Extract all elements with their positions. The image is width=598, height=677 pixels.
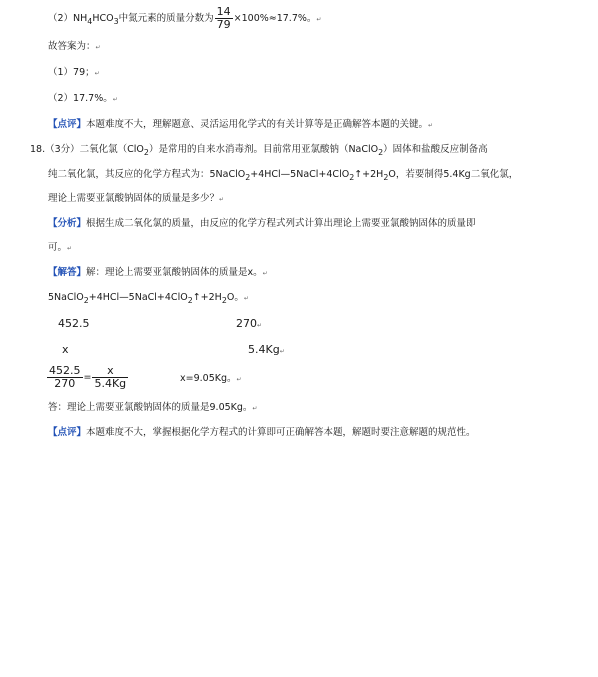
answer-2: （2）17.7%。↵ <box>48 93 118 104</box>
molar-mass-right: 270↵ <box>236 317 263 330</box>
mass-fraction-line: $(2)NH_4HCO_3$中氮元素的质量分数为 $\frac{14}{79}$ ×100%≈17.7%。↵ <box>48 5 322 31</box>
answer-intro: 故答案为：↵ <box>48 41 101 52</box>
chemical-equation: $5NaClO_2+4HCl—5NaCl+4ClO_2↑+2H_2O$。↵ <box>48 292 249 305</box>
result-x: x=9.05Kg。↵ <box>180 373 242 384</box>
comment-1: 【点评】本题难度不大，理解题意、灵活运用化学式的有关计算等是正确解答本题的关键。↵ <box>48 119 434 130</box>
question-18-line1: 18.（3分）二氧化氯（ClO$_2$）是常用的自来水消毒剂。目前常用亚氯酸钠（NaClO$_2$）固体和盐酸反应制备高 <box>30 144 488 157</box>
analysis-line1: 【分析】根据生成二氧化氯的质量，由反应的化学方程式列式计算出理论上需要亚氯酸钠固体的质量即 <box>48 218 476 229</box>
molar-mass-left: 452.5 <box>58 317 90 330</box>
solution-line: 【解答】解：理论上需要亚氯酸钠固体的质量是x。↵ <box>48 267 268 278</box>
fraction-452-270: $\frac{452.5}{270}$ <box>49 364 81 390</box>
comment-2: 【点评】本题难度不大，掌握根据化学方程式的计算即可正确解答本题，解题时要注意解题的规范性。 <box>48 427 476 438</box>
answer-1: （1）79；↵ <box>48 67 100 78</box>
question-18-line3: 理论上需要亚氯酸钠固体的质量是多少？↵ <box>48 193 225 204</box>
given-mass: 5.4Kg↵ <box>248 343 285 356</box>
fraction-14-79: $\frac{14}{79}$ <box>216 5 231 31</box>
ratio-equation: $\frac{452.5}{270}$ = $\frac{x}{5.4Kg}$ <box>49 364 127 390</box>
unknown-x: x <box>62 343 69 356</box>
analysis-line2: 可。↵ <box>48 242 73 253</box>
fraction-x-5.4: $\frac{x}{5.4Kg}$ <box>94 364 127 390</box>
final-answer: 答：理论上需要亚氯酸钠固体的质量是9.05Kg。↵ <box>48 402 258 413</box>
question-18-line2: 纯二氧化氯，其反应的化学方程式为：$5NaClO_2+4HCl—5NaCl+4ClO_2↑+2H_2O$，若要制得5.4Kg二氧化氯， <box>48 169 519 182</box>
